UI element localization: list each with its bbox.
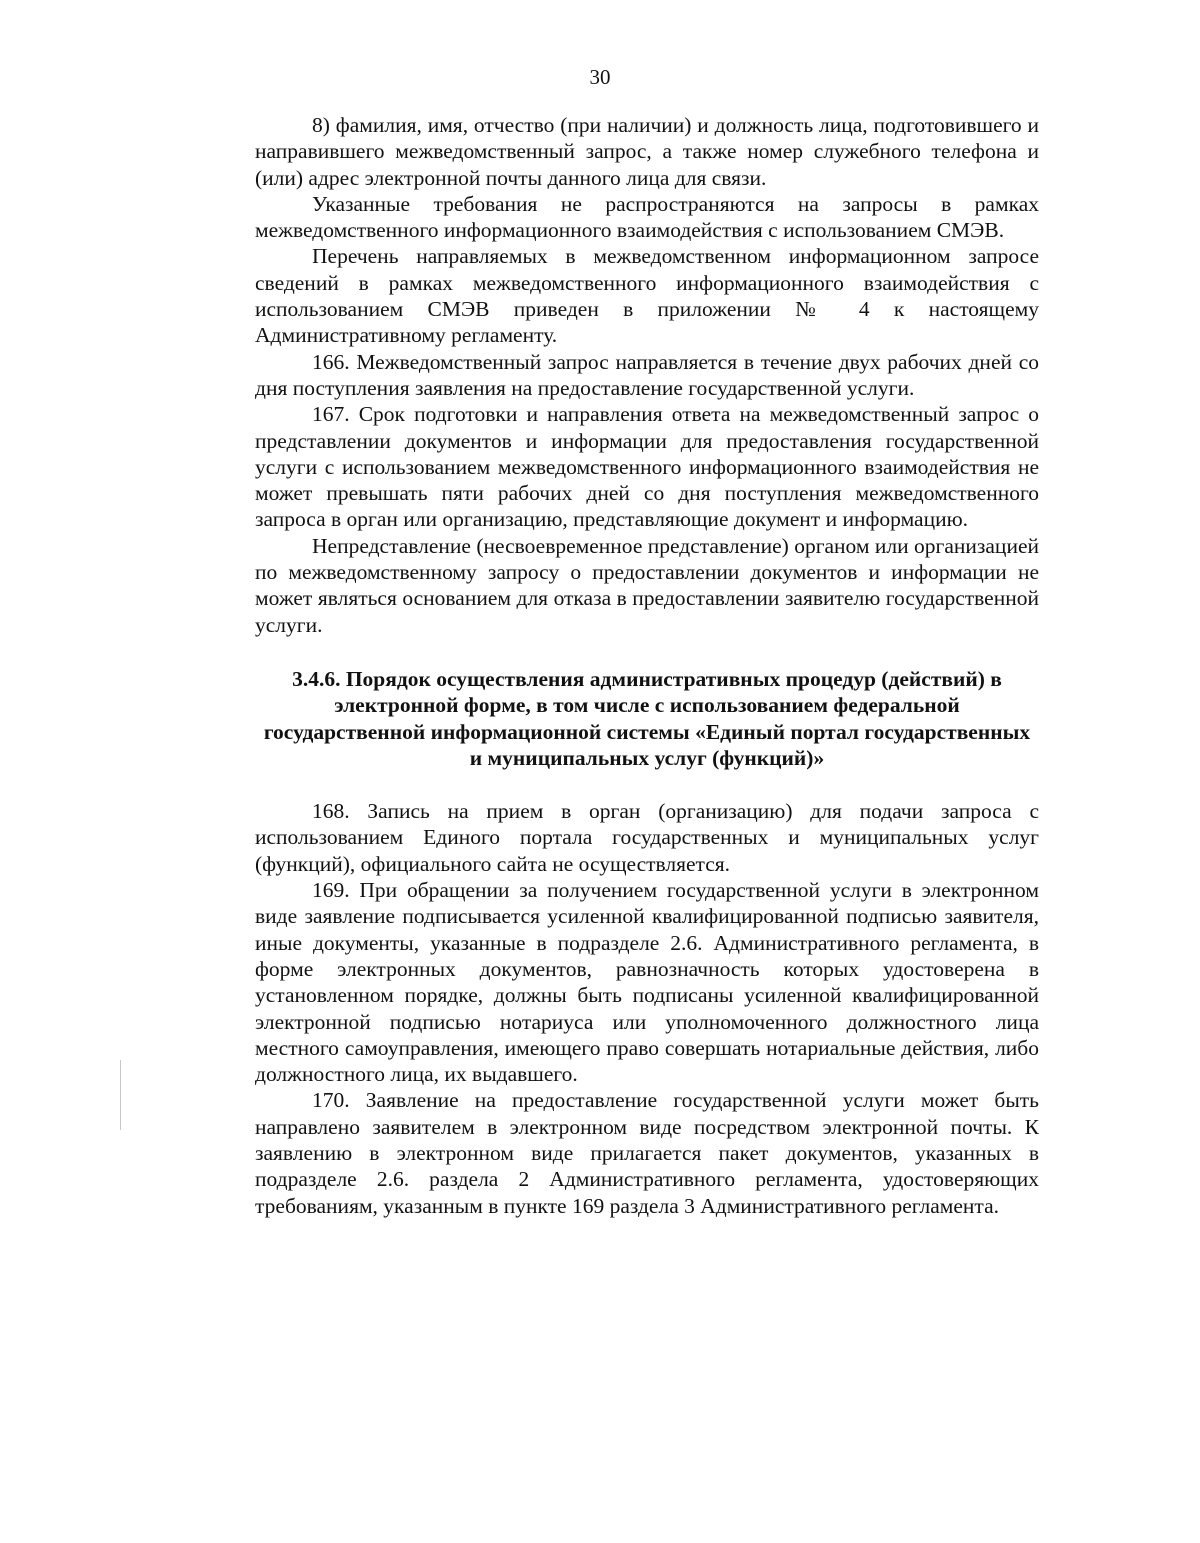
paragraph-non-submission: Непредставление (несвоевременное представление) органом или организацией по межведомственному запросу о предоставлении документов и информации не может являться основанием для отказа в предоставлении заявителю государственной услуги. [255, 533, 1039, 637]
paragraph-167: 167. Срок подготовки и направления ответа на межведомственный запрос о представлении документов и информации для предоставления государственной услуги с использованием межведомственного информационного взаимодействия не может превышать пяти рабочих дней со дня поступления межведомственного запроса в орган или организацию, представляющие документ и информацию. [255, 402, 1039, 532]
scan-margin-mark [120, 1060, 121, 1130]
paragraph-item-8: 8) фамилия, имя, отчество (при наличии) и должность лица, подготовившего и направившего межведомственный запрос, а также номер служебного телефона и (или) адрес электронной почты данного лица для связи. [255, 113, 1039, 190]
section-heading-3-4-6: 3.4.6. Порядок осуществления административных процедур (действий) в электронной форме, в том числе с использованием федеральной государственной информационной системы «Единый портал государственных и муниципальных услуг (функций)» [263, 666, 1031, 770]
page-number: 30 [589, 65, 611, 89]
paragraph-requirements-note: Указанные требования не распространяются на запросы в рамках межведомственного информационного взаимодействия с использованием СМЭВ. [255, 191, 1039, 243]
paragraph-170: 170. Заявление на предоставление государственной услуги может быть направлено заявителем в электронном виде посредством электронной почты. К заявлению в электронном виде прилагается пакет документов, указанных в подразделе 2.6. раздела 2 Административного регламента, удостоверяющих требованиям, указанным в пункте 169 раздела 3 Административного регламента. [255, 1088, 1039, 1218]
document-body [255, 112, 1039, 1219]
paragraph-166: 166. Межведомственный запрос направляется в течение двух рабочих дней со дня поступления заявления на предоставление государственной услуги. [255, 349, 1039, 400]
paragraph-168: 168. Запись на прием в орган (организацию) для подачи запроса с использованием Единого портала государственных и муниципальных услуг (функций), официального сайта не осуществляется. [255, 799, 1039, 876]
paragraph-169: 169. При обращении за получением государственной услуги в электронном виде заявление подписывается усиленной квалифицированной подписью заявителя, иные документы, указанные в подразделе 2.6. Административного регламента, в форме электронных документов, равнозначность которых удостоверена в установленном порядке, должны быть подписаны усиленной квалифицированной электронной подписью нотариуса или уполномоченного должностного лица местного самоуправления, имеющего право совершать нотариальные действия, либо должностного лица, их выдавшего. [255, 878, 1039, 1087]
paragraph-smev-list: Перечень направляемых в межведомственном информационном запросе сведений в рамках межведомственного информационного взаимодействия с использованием СМЭВ приведен в приложении № 4 к настоящему Административному регламенту. [255, 244, 1039, 348]
